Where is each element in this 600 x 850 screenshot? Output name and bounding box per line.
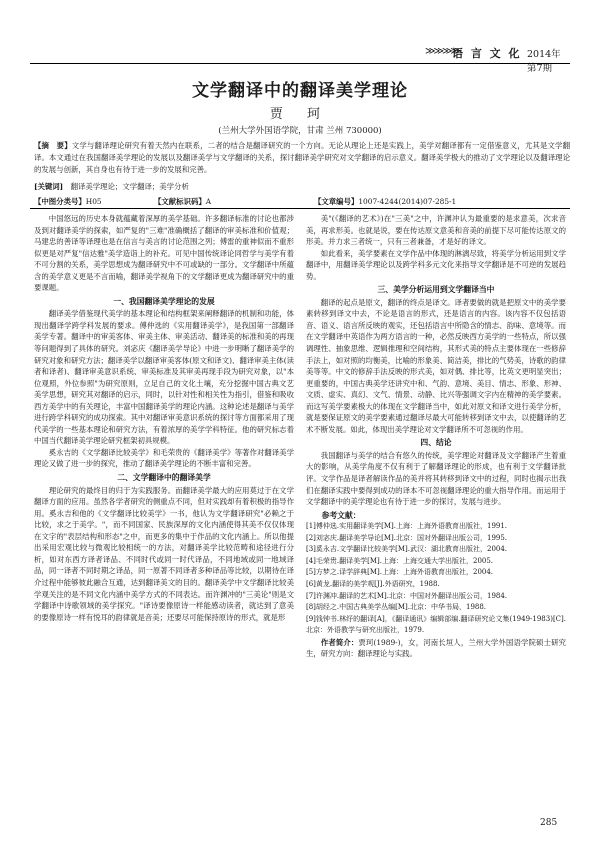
author-note-label: 作者简介： <box>320 637 359 647</box>
article-number-field: 【文章编号】1007-4244(2014)07-285-1 <box>314 197 457 206</box>
paragraph: 我国翻译与美学的结合有悠久的传统，美学理论对翻译及文学翻译产生着重大的影响，从美学角度不仅有利于了解翻译理论的形成，也有利于文学翻译批评。文学作品是译者解读作品的美并将其转移到译文中的过程，同时也揭示出我们在翻译实践中要得到成功的译本不可忽视翻译理论的重大指导作用。而运用于文学翻译中的美学理论也有待于进一步的探讨，发展与进步。 <box>306 450 566 507</box>
reference-list <box>306 521 566 636</box>
author-note-text: 贾珂(1989-)，女，河南长垣人，兰州大学外国语学院硕士研究生，研究方向：翻译理论与实践。 <box>306 637 566 659</box>
paragraph: 理论研究的最终目的归于为实践服务。而翻译美学最大的应用莫过于在文学翻译方面的应用。虽然各学者研究的侧重点不同，但对实践却有着积极的指导作用。奚永吉和他的《文学翻译比较美学》一书，他认为文学翻译研究"必赖之于比较，求之于美学。"，而不同国家、民族深厚的文化内涵使得其美不仅仅体现在文字的"表层结构和形态"之中，而更多的集中于作品的文化内涵上。所以他提出采用宏观比较与微观比较相统一的方法，对翻译美学比较范畴和途径进行分析，如对东西方译者译品、不同时代或同一时代译品，不同地域或同一地域译品，同一译者不同时期之译品，同一原著不同译者多种译品等比较，以期待在译介过程中能够彼此融合互通，达到翻译美文的目的。翻译美学中文学翻译比较美学观关注的是不同文化内涵中美学方式的不同表达。而许渊冲的"三美论"则是文学翻译中诗歌领域的美学探究。"译诗要像原诗一样能感动读者，就达到了意美的要像原诗一样有悦耳的韵律就是音美；还要尽可能保持原诗的形式，就是形 <box>34 485 294 622</box>
right-column <box>306 213 566 660</box>
paragraph: 如此看来，美学要素在文学作品中体现的淋漓尽致，将美学分析运用到文学翻译中，用翻译美学理论以及跨学科多元文化来指导文学翻译是不可逆的发展趋势。 <box>306 248 566 281</box>
keywords-label: [关键词] <box>34 182 64 191</box>
abstract-text: 文学与翻译理论研究有着天然内在联系，二者的结合是翻译研究的一个方向。无论从理论上还是实践上，美学对翻译都有一定借鉴意义，尤其是文学翻译。本文通过在我国翻译美学理论的发展以及翻译美学与文学翻译的关系，探讨翻译美学研究对文学翻译的启示意义。翻译美学极大的推动了文学理论以及翻译理论的发展与创新，其自身也有待于进一步的发展和完善。 <box>34 141 570 174</box>
reference-item: [5]方梦之.译学辞典[M].上海：上海外语教育出版社，2004. <box>306 568 494 577</box>
header-rule <box>30 63 570 64</box>
paragraph: 翻译的起点是原文，翻译的终点是译文。译者要做的就是把原文中的美学要素转移到译文中去，不论是语言的形式，还是语言的内容。该内容不仅包括语音、语义、语言所反映的观实，还包括语言中所隐含的情志、韵味、意境等。而在文学翻译中英语作为两方语言的一种，必然反映西方美学的一些特点，所以强调理性、抽象思维、逻辑推理和空间结构，其形式美的特点主要体现在一些修辞手法上，如对照的均衡美，比喻的形象美、简洁美，排比的气势美，诗歌的韵律美等等。中文的修辞手法反映的形式美，如对偶、排比等，比英文更明显突出；更重要的，中国古典美学还讲究中和、气韵、意境、美目、情志、形象、形神、文质、虚实、真幻、文气、情景、动静、比兴等强调文字内在精神的美学要素。而这写美学要素极大的体现在文学翻译当中，如此对原文和译文进行美学分析，就是要保证原文的美学要素通过翻译尽最大可能转移到译文中去，以使翻译的艺术不断发展。如此，体现出美学理论对文学翻译所不可忽视的作用。 <box>306 297 566 434</box>
section-heading: 二、文学翻译中的翻译美学 <box>117 473 211 483</box>
reference-item: [1]傅仲选.实用翻译美学[M].上海：上海外语教育出版社，1991. <box>306 522 508 531</box>
reference-item: [3]奚永吉.文学翻译比较美学[M].武汉：湖北教育出版社，2004. <box>306 545 508 554</box>
reference-item: [8]胡经之.中国古典美学丛编[M].北京：中华书局，1988. <box>306 603 487 612</box>
reference-item: [9]钱钟书.林纾的翻译[A]，《翻译通讯》编辑部编.翻译研究论文集(1949-1983)[C].北京：外语教学与研究出版社，1979. <box>306 614 566 635</box>
page-number: 285 <box>540 818 558 828</box>
section-heading: 三、美学分析运用到文学翻译当中 <box>377 285 495 295</box>
paragraph: 中国悠远的历史本身就蕴藏着深厚的美学基础。许多翻译标准的讨论也都涉及到对翻译美学的探索，如严复的"三难"准确概括了翻译的审美标准和价值观；马建忠的善译等译理也是在信言与美言的讨论范围之列；傅雷的重神似而不重形似更是对严复"信达雅"美学造诣上的补充。可见中国传统译论同哲学与美学有着不可分割的关系，美学思想成为翻译研究中不可或缺的一部分。文学翻译中所蕴含的美学意义更是不言而喻，翻译美学视角下的文学翻译更成为翻译研究中的重要课题。 <box>34 214 294 293</box>
paragraph: 翻译美学借鉴现代美学的基本理论和结构框架来阐释翻译的机制和功能，体现出翻译学跨学科发展的要求。傅仲选的《实用翻译美学》，是我国第一部翻译美学专著。翻译中的审美客体、审美主体、审美活动、翻译美的标准和美的再现等问题得到了具体的研究。刘宓庆《翻译美学导论》中进一步明晰了翻译美学的研究对象和研究方法；翻译美学以翻译审美客体(原文和译文)、翻译审美主体(读者和译者)、翻译审美意识系统、审美标准及其审美再现手段为研究对象，以"本位观照，外位参照"为研究原则，立足自己的文化土壤，充分挖掘中国古典文艺美学思想，研究其对翻译的启示，同时，以针对性和相关性为指引，借鉴和吸收西方美学中的有关理论，丰富中国翻译美学的理论内涵。这种论述是翻译与美学进行跨学科研究的成功探索。其中对翻译审美意识系统的探讨等方面都采用了现代美学的一些基本理论和研究方法，有着浓厚的美学学科特征。他的研究标志着中国当代翻译美学理论研究框架初具规模。 <box>34 309 294 446</box>
doc-code-field: 【文献标识码】A <box>154 197 212 206</box>
section-heading: 一、我国翻译美学理论的发展 <box>113 296 215 306</box>
reference-item: [2]刘宓庆.翻译美学导论[M].北京：国对外翻译出版公司，1995. <box>306 533 508 542</box>
journal-name: 语 言 文 化 <box>452 47 522 60</box>
references-title: 参考文献： <box>321 510 361 520</box>
reference-item: [4]毛荣贵.翻译美学[M].上海：上海交通大学出版社，2005. <box>306 556 494 565</box>
issue-label: 2014年第7期 <box>527 49 561 74</box>
paragraph: 美"(《翻译的艺术》)在"三美"之中，许渊冲认为最重要的是求意美，次求音美，再求形美。也就是说，要在传达原文意美和音美的前提下尽可能传达原文的形美。并力求三者统一，只有三者兼备，才是好的译文。 <box>306 214 566 247</box>
reference-item: [7]许渊冲.翻译的艺术[M].北京：中国对外翻译出版公司，1984. <box>306 591 508 600</box>
abstract <box>34 140 570 176</box>
keywords-text: 翻译美学理论；文学翻译；美学分析 <box>70 182 189 191</box>
author-note <box>306 637 566 660</box>
keywords <box>34 181 570 192</box>
abstract-label: 【摘 要】 <box>34 141 72 150</box>
running-header <box>30 44 570 74</box>
author-affiliation: (兰州大学外国语学院，甘肃 兰州 730000) <box>218 126 382 136</box>
clc-field: 【中图分类号】H05 <box>34 197 102 206</box>
article-title: 文学翻译中的翻译美学理论 <box>192 81 408 101</box>
reference-item: [6]黄龙.翻译的美学观[J].外语研究，1988. <box>306 579 440 588</box>
article-author: 贾 珂 <box>269 107 331 122</box>
header-arrows: ≫≫≫≫ <box>425 46 459 57</box>
abstract-rule <box>30 208 570 209</box>
paragraph: 奚永吉的《文学翻译比较美学》和毛荣贵的《翻译美学》等著作对翻译美学理论又做了进一步的探究，推动了翻译美学理论的不断丰富和完善。 <box>34 447 294 469</box>
left-column <box>34 213 294 623</box>
section-heading: 四、结论 <box>420 438 452 448</box>
